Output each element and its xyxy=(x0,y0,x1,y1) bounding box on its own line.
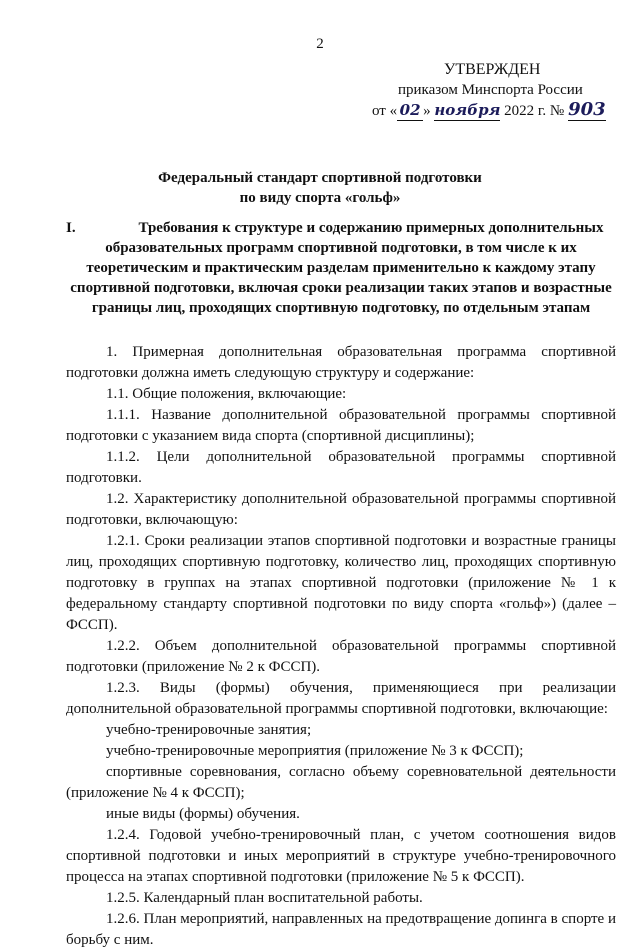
title-line-1: Федеральный стандарт спортивной подготовки xyxy=(158,170,482,186)
document-title xyxy=(0,168,640,208)
approval-year-text: 2022 г. № xyxy=(504,103,565,119)
approval-month-handwritten: ноября xyxy=(434,101,501,119)
paragraph-1: 1. Примерная дополнительная образовательная программа спортивной подготовки должна иметь следующую структуру и содержание: xyxy=(66,344,616,381)
approval-quote-close: » xyxy=(423,103,431,119)
approval-stamp xyxy=(372,60,622,121)
list-item-training-sessions: учебно-тренировочные занятия; xyxy=(106,722,312,738)
section-title: Требования к структуре и содержанию примерных дополнительных образовательных программ спортивной подготовки, в том числе к их теоретическим и практическим разделам применительно к каждому этапу спортивной подготовки, включая сроки реализации таких этапов и возрастные границы лиц, проходящих спортивную подготовку, по отдельным этапам xyxy=(70,220,612,316)
approval-order-number-handwritten: 903 xyxy=(568,99,606,120)
paragraph-1-2-4: 1.2.4. Годовой учебно-тренировочный план, с учетом соотношения видов спортивной подготовки и иных мероприятий в структуре учебно-тренировочного процесса на этапах спортивной подготовки (приложение № 5 к ФССП). xyxy=(66,827,616,885)
paragraph-1-1-1: 1.1.1. Название дополнительной образовательной программы спортивной подготовки с указанием вида спорта (спортивной дисциплины); xyxy=(66,407,616,444)
paragraph-1-1-2: 1.1.2. Цели дополнительной образовательной программы спортивной подготовки. xyxy=(66,449,616,486)
page-number: 2 xyxy=(316,36,324,52)
approval-date-line xyxy=(372,100,622,121)
list-item-other-forms: иные виды (формы) обучения. xyxy=(106,806,300,822)
approval-day-handwritten: 02 xyxy=(397,100,423,121)
section-heading xyxy=(66,218,616,318)
list-item-training-events: учебно-тренировочные мероприятия (приложение № 3 к ФССП); xyxy=(106,743,524,759)
paragraph-1-2-5: 1.2.5. Календарный план воспитательной работы. xyxy=(106,890,423,906)
paragraph-1-1: 1.1. Общие положения, включающие: xyxy=(106,386,347,402)
list-item-competitions: спортивные соревнования, согласно объему соревновательной деятельности (приложение № 4 к ФССП); xyxy=(66,764,616,801)
document-body xyxy=(66,342,616,951)
paragraph-1-2: 1.2. Характеристику дополнительной образовательной программы спортивной подготовки, включающую: xyxy=(66,491,616,528)
title-line-2: по виду спорта «гольф» xyxy=(239,190,401,206)
paragraph-1-2-6: 1.2.6. План мероприятий, направленных на предотвращение допинга в спорте и борьбу с ним. xyxy=(66,911,616,948)
approval-from-prefix: от « xyxy=(372,103,398,119)
approval-heading: УТВЕРЖДЕН xyxy=(444,61,541,78)
section-number: I. xyxy=(66,220,76,236)
paragraph-1-2-2: 1.2.2. Объем дополнительной образовательной программы спортивной подготовки (приложение № 2 к ФССП). xyxy=(66,638,616,675)
paragraph-1-2-1: 1.2.1. Сроки реализации этапов спортивной подготовки и возрастные границы лиц, проходящих спортивную подготовку, количество лиц, проходящих спортивную подготовку в группах на этапах спортивной подготовки (приложение № 1 к федеральному стандарту спортивной подготовки по виду спорта «гольф») (далее – ФССП). xyxy=(66,533,616,633)
approval-order-issuer: приказом Минспорта России xyxy=(398,82,583,98)
paragraph-1-2-3: 1.2.3. Виды (формы) обучения, применяющиеся при реализации дополнительной образовательной программы спортивной подготовки, включающие: xyxy=(66,680,616,717)
